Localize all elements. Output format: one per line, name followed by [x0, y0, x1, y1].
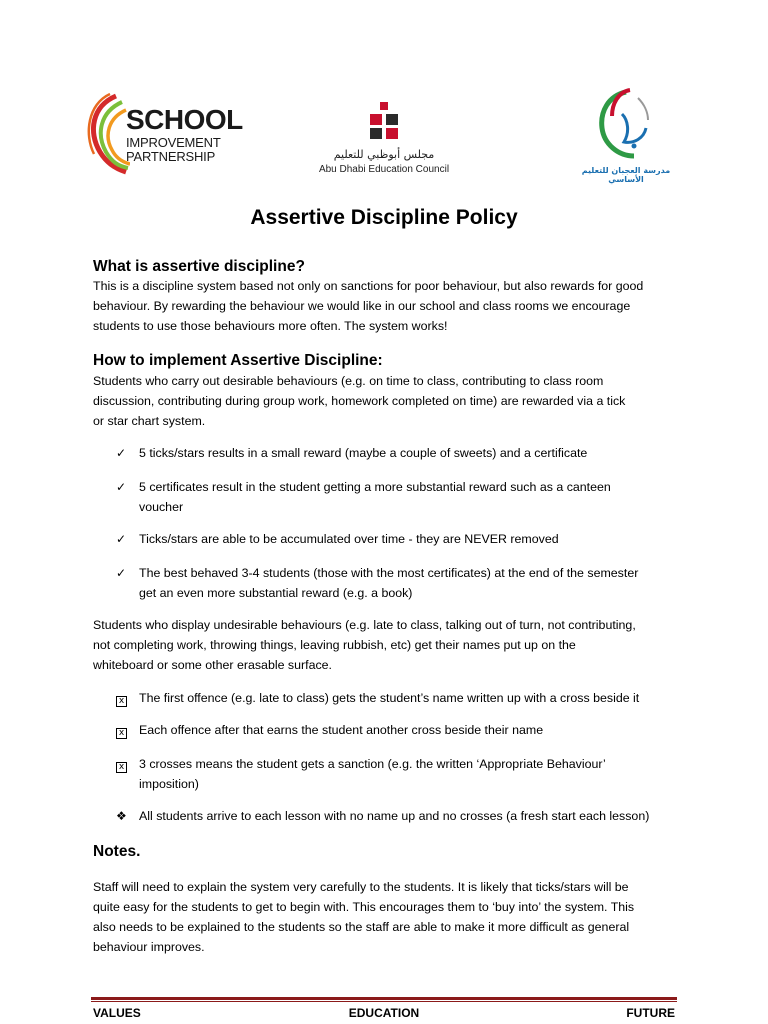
notes-line-2: quite easy for the students to get to begin with. This encourages them to ‘buy into’ the system. This	[93, 900, 635, 914]
notes-heading: Notes.	[93, 843, 141, 860]
list-item-line: Ticks/stars are able to be accumulated over time - they are NEVER removed	[139, 532, 559, 546]
check-icon: ✓	[116, 566, 127, 580]
list-item	[116, 529, 676, 549]
list-item-line: get an even more substantial reward (e.g. a book)	[139, 586, 413, 600]
adec-arabic-name: مجلس أبوظبي للتعليم	[333, 148, 435, 161]
sip-logo-line1: SCHOOL	[126, 104, 243, 135]
list-item-line: imposition)	[139, 777, 199, 791]
list-item	[116, 720, 676, 740]
page-title: Assertive Discipline Policy	[250, 206, 518, 229]
what-line-1: This is a discipline system based not only on sanctions for poor behaviour, but also rewards for good	[93, 279, 644, 293]
notes-paragraph	[93, 877, 683, 957]
school-logo-arabic: مدرسة العجبان للتعليم الأساسي	[581, 166, 671, 184]
list-item-line: Each offence after that earns the student another cross beside their name	[139, 723, 544, 737]
list-item-line: 5 ticks/stars results in a small reward (maybe a couple of sweets) and a certificate	[139, 446, 588, 460]
undesirable-line-1: Students who display undesirable behaviours (e.g. late to class, talking out of turn, not contributing,	[93, 618, 636, 632]
notes-line-3: also needs to be explained to the students so the staff are able to make it more difficult as general	[93, 920, 630, 934]
list-item	[116, 563, 676, 603]
undesirable-paragraph	[93, 615, 683, 675]
how-heading: How to implement Assertive Discipline:	[93, 352, 383, 369]
adec-emblem-icon	[314, 98, 454, 148]
notes-line-4: behaviour improves.	[93, 940, 205, 954]
what-heading: What is assertive discipline?	[93, 258, 305, 275]
cross-box-icon: x	[116, 696, 127, 707]
cross-box-icon: x	[116, 728, 127, 739]
what-line-3: students to use those behaviours more often. The system works!	[93, 319, 448, 333]
school-improvement-partnership-logo	[86, 92, 243, 176]
what-paragraph	[93, 276, 683, 336]
diamond-bullet-icon: ❖	[116, 809, 127, 823]
adec-english-name: Abu Dhabi Education Council	[318, 164, 450, 175]
list-item	[116, 806, 676, 826]
list-item-line: 5 certificates result in the student getting a more substantial reward such as a canteen	[139, 480, 611, 494]
list-item-line: voucher	[139, 500, 184, 514]
check-icon: ✓	[116, 480, 127, 494]
sip-logo-line3: PARTNERSHIP	[126, 149, 216, 164]
sip-logo-line2: IMPROVEMENT	[126, 135, 221, 150]
list-item	[116, 688, 676, 708]
school-emblem-icon	[578, 86, 674, 166]
swirl-icon	[86, 92, 130, 176]
adec-logo	[314, 98, 454, 184]
footer-education: EDUCATION	[348, 1006, 420, 1020]
undesirable-line-3: whiteboard or some other erasable surface.	[93, 658, 332, 672]
what-line-2: behaviour. By rewarding the behaviour we would like in our school and class rooms we encourage	[93, 299, 631, 313]
list-item	[116, 477, 676, 517]
school-logo	[578, 86, 674, 182]
footer-future: FUTURE	[626, 1006, 675, 1020]
cross-box-icon: x	[116, 762, 127, 773]
undesirable-line-2: not completing work, throwing things, leaving rubbish, etc) get their names put up on the	[93, 638, 576, 652]
list-item-line: All students arrive to each lesson with no name up and no crosses (a fresh start each lesson)	[139, 809, 650, 823]
list-item-line: The first offence (e.g. late to class) gets the student’s name written up with a cross beside it	[139, 691, 640, 705]
footer-values: VALUES	[93, 1006, 141, 1020]
check-icon: ✓	[116, 532, 127, 546]
how-intro-paragraph	[93, 371, 683, 431]
how-intro-line-3: or star chart system.	[93, 414, 206, 428]
notes-line-1: Staff will need to explain the system very carefully to the students. It is likely that ticks/stars will be	[93, 880, 629, 894]
footer-rule-thin	[91, 1001, 677, 1002]
list-item-line: 3 crosses means the student gets a sanction (e.g. the written ‘Appropriate Behaviour’	[139, 757, 606, 771]
list-item-line: The best behaved 3-4 students (those with the most certificates) at the end of the semester	[139, 566, 639, 580]
check-icon: ✓	[116, 446, 127, 460]
how-intro-line-1: Students who carry out desirable behaviours (e.g. on time to class, contributing to class room	[93, 374, 604, 388]
how-intro-line-2: discussion, contributing during group work, homework completed on time) are rewarded via a tick	[93, 394, 626, 408]
list-item	[116, 443, 676, 463]
list-item	[116, 754, 676, 794]
footer-rule	[91, 997, 677, 1000]
